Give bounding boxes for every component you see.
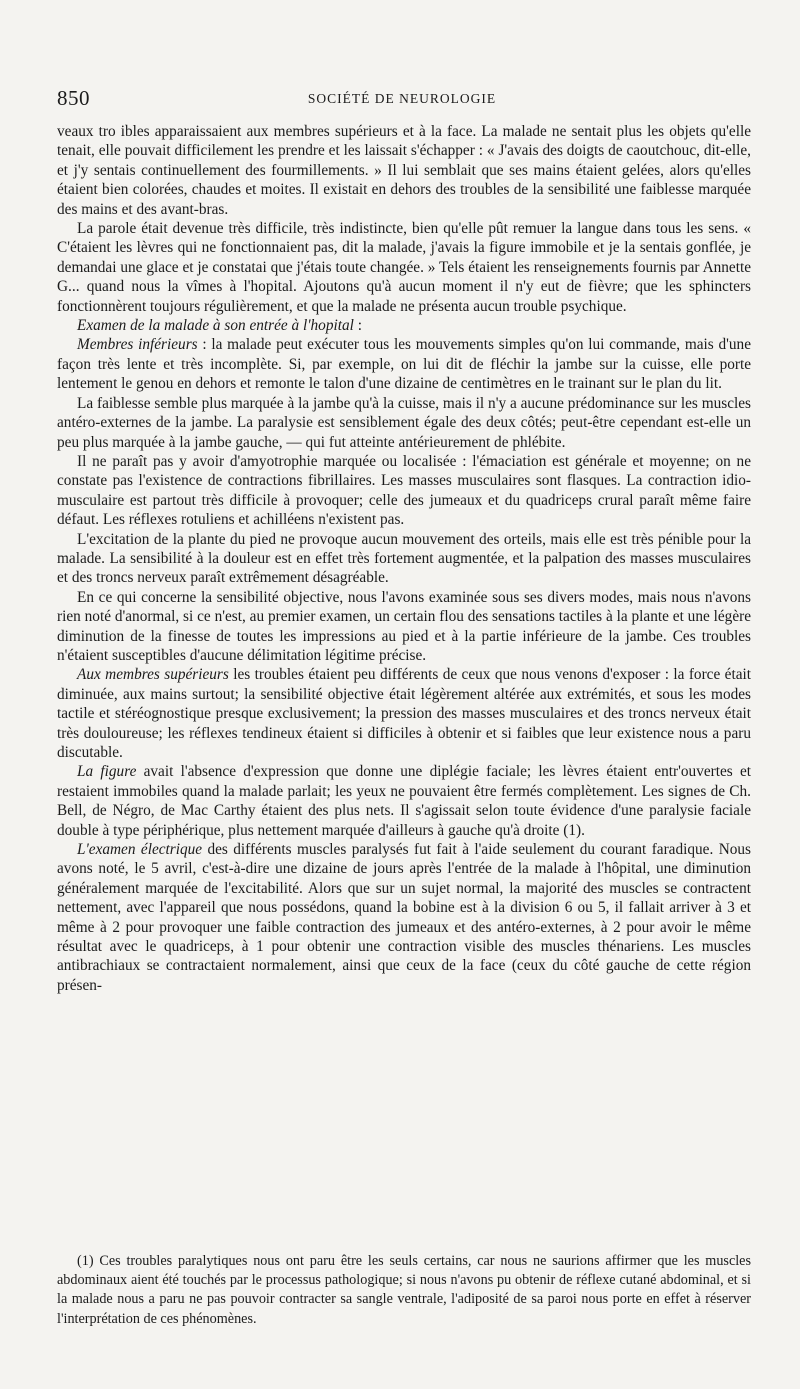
paragraph: La faiblesse semble plus marquée à la jambe qu'à la cuisse, mais il n'y a aucune prédominance sur les muscles antéro-externes de la jambe. La paralysie est sensiblement égale des deux côtés; peut-être cependant est-elle un peu plus marquée à la jambe gauche, — qui fut atteinte antérieurement de phlébite.: [57, 394, 751, 451]
page-number: 850: [57, 86, 90, 110]
paragraph: La parole était devenue très difficile, très indistincte, bien qu'elle pût remuer la langue dans tous les sens. « C'étaient les lèvres qui ne fonctionnaient pas, dit la malade, j'avais la figure immobile et je la sentais gonflée, je demandai une glace et je constatai que j'étais toute changée. » Tels étaient les renseignements fournis par Annette G... quand nous la vîmes à l'hopital. Ajoutons qu'à aucun moment il n'y eut de fièvre; que les sphincters fonctionnèrent toujours régulièrement, et que la malade ne présenta aucun trouble psychique.: [57, 220, 751, 315]
running-head: SOCIÉTÉ DE NEUROLOGIE: [307, 91, 497, 106]
body-text: [57, 122, 751, 995]
paragraph: Il ne paraît pas y avoir d'amyotrophie marquée ou localisée : l'émaciation est générale et moyenne; on ne constate pas l'existence de contractions fibrillaires. Les masses musculaires sont flasques. La contraction idio-musculaire est partout très difficile à provoquer; celle des jumeaux et du quadriceps crural paraît même faire défaut. Les réflexes rotuliens et achilléens n'existent pas.: [57, 452, 751, 529]
footnote-text: (1) Ces troubles paralytiques nous ont paru être les seuls certains, car nous ne saurions affirmer que les muscles abdominaux aient été touchés par le processus pathologique; si nous n'avons pu obtenir de réflexe cutané abdominal, et si la malade nous a paru ne pas pouvoir contracter sa sangle ventrale, l'adiposité de sa paroi nous porte en effet à réserver l'interprétation de ces phénomènes.: [57, 1253, 751, 1327]
section-heading: Examen de la malade à son entrée à l'hopital :: [77, 317, 362, 335]
paragraph: En ce qui concerne la sensibilité objective, nous l'avons examinée sous ses divers modes, mais nous n'avons rien noté d'anormal, si ce n'est, au premier examen, un certain flou des sensations tactiles à la plante et une légère diminution de la finesse de toutes les impressions au pied et à la partie inférieure de la jambe. Ces troubles n'étaient susceptibles d'aucune délimitation légitime précise.: [57, 588, 751, 664]
page-header: [57, 86, 747, 116]
paragraph: La figure avait l'absence d'expression que donne une diplégie faciale; les lèvres étaient entr'ouvertes et restaient immobiles quand la malade parlait; les yeux ne pouvaient être fermés complètement. Les signes de Ch. Bell, de Négro, de Mac Carthy étaient des plus nets. Il s'agissait selon toute évidence d'une paralysie faciale double à type périphérique, plus nettement marquée d'ailleurs à gauche qu'à droite (1).: [57, 763, 751, 839]
footnote: [57, 1252, 751, 1329]
paragraph: Membres inférieurs : la malade peut exécuter tous les mouvements simples qu'on lui commande, mais d'une façon très lente et très incomplète. Si, par exemple, on lui dit de fléchir la jambe sur la cuisse, elle porte lentement le genou en dehors et remonte le talon d'une dizaine de centimètres en le trainant sur le plan du lit.: [57, 336, 751, 393]
paragraph: Aux membres supérieurs les troubles étaient peu différents de ceux que nous venons d'exposer : la force était diminuée, aux mains surtout; la sensibilité objective était légèrement altérée aux extrémités, et sous les modes tactile et stéréognostique presque exclusivement; la pression des masses musculaires et des troncs nerveux était très douloureuse; les réflexes tendineux étaient si difficiles à obtenir et si faibles que leur existence nous a paru discutable.: [57, 666, 751, 761]
paragraph: L'excitation de la plante du pied ne provoque aucun mouvement des orteils, mais elle est très pénible pour la malade. La sensibilité à la douleur est en effet très fortement augmentée, et la palpation des masses musculaires et des troncs nerveux paraît extrêmement désagréable.: [57, 530, 751, 587]
paragraph: L'examen électrique des différents muscles paralysés fut fait à l'aide seulement du courant faradique. Nous avons noté, le 5 avril, c'est-à-dire une dizaine de jours après l'entrée de la malade à l'hôpital, une diminution généralement marquée de l'excitabilité. Alors que sur un sujet normal, la majorité des muscles se contractent nettement, avec l'appareil que nous possédons, quand la bobine est à la division 6 ou 5, il fallait arriver à 3 et même à 2 pour provoquer une faible contraction des jumeaux et des antéro-externes, à 2 pour avoir le même résultat avec le quadriceps, à 1 pour obtenir une contraction visible des muscles thénariens. Les muscles antibrachiaux se contractaient normalement, ainsi que ceux de la face (ceux du côté gauche de cette région présen-: [57, 841, 751, 994]
paragraph: veaux tro ibles apparaissaient aux membres supérieurs et à la face. La malade ne sentait plus les objets qu'elle tenait, elle pouvait difficilement les prendre et les laissait s'échapper : « J'avais des doigts de caoutchouc, dit-elle, et j'y sentais continuellement des fourmillements. » Il lui semblait que ses mains étaient gelées, alors qu'elles étaient bien colorées, chaudes et moites. Il existait en dehors des troubles de la sensibilité une faiblesse marquée des mains et des avant-bras.: [57, 123, 751, 218]
